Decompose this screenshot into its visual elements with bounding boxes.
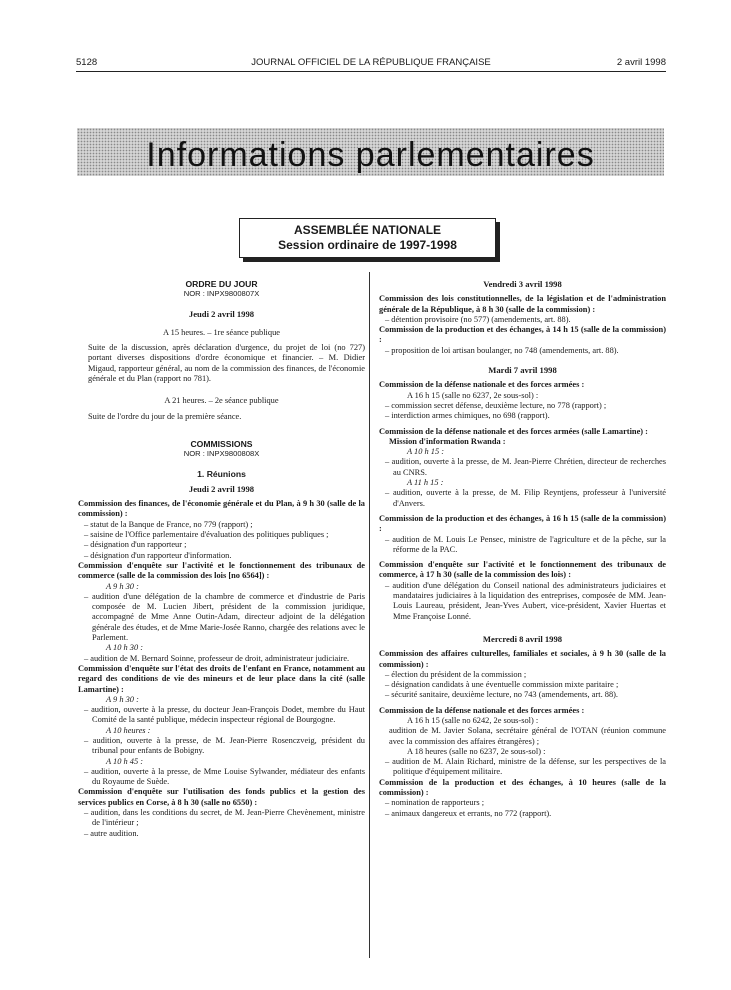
seance-heading: A 21 heures. – 2e séance publique <box>164 396 279 406</box>
commission-heading: Commission d'enquête sur l'activité et le fonctionnement des tribunaux de commerce, à 17 h 30 (salle de la commission des lois) : <box>379 560 666 580</box>
reunions-heading: 1. Réunions <box>197 468 246 479</box>
page-number: 5128 <box>76 57 98 68</box>
issue-date: 2 avril 1998 <box>616 57 666 68</box>
assembly-title-box <box>239 218 496 258</box>
agenda-item: – audition de M. Louis Le Pensec, ministre de l'agriculture et de la pêche, sur la réforme de la PAC. <box>385 534 666 554</box>
time-slot: A 10 h 45 : <box>106 756 144 766</box>
day-heading: Vendredi 3 avril 1998 <box>483 279 562 289</box>
agenda-item: – animaux dangereux et errants, no 772 (rapport). <box>385 808 552 818</box>
time-slot: A 9 h 30 : <box>106 694 139 704</box>
commission-heading: Commission d'enquête sur l'état des droits de l'enfant en France, notamment au regard des conditions de vie des mineurs et de leur place dans la cité (salle Lamartine) : <box>78 663 365 694</box>
commission-heading: Commission des finances, de l'économie générale et du Plan, à 9 h 30 (salle de la commission) : <box>78 499 365 519</box>
time-slot: A 16 h 15 (salle no 6242, 2e sous-sol) : <box>407 715 539 725</box>
seance-text: Suite de l'ordre du jour de la première séance. <box>88 411 242 421</box>
commission-heading: Commission de la production et des échanges, à 16 h 15 (salle de la commission) : <box>379 513 666 534</box>
day-heading: Jeudi 2 avril 1998 <box>188 308 255 319</box>
time-slot: A 10 heures : <box>106 725 151 735</box>
commissions-title: COMMISSIONS <box>190 438 253 449</box>
agenda-item: – saisine de l'Office parlementaire d'évaluation des politiques publiques ; <box>84 530 329 540</box>
seance-heading: A 15 heures. – 1re séance publique <box>163 327 280 337</box>
commission-heading: Commission d'enquête sur l'activité et le fonctionnement des tribunaux de commerce (salle de la commission des lois [no 6564]) : <box>78 560 365 581</box>
agenda-item: – sécurité sanitaire, deuxième lecture, no 743 (amendements, art. 88). <box>385 690 619 700</box>
time-slot: A 9 h 30 : <box>106 581 139 591</box>
right-column <box>379 279 666 819</box>
agenda-item: – désignation d'un rapporteur ; <box>84 540 187 550</box>
header-rule <box>76 71 666 72</box>
time-slot: A 18 heures (salle no 6237, 2e sous-sol) : <box>407 746 546 756</box>
journal-title: JOURNAL OFFICIEL DE LA RÉPUBLIQUE FRANÇAISE <box>251 57 491 68</box>
day-heading: Mardi 7 avril 1998 <box>488 365 557 376</box>
commission-heading: Commission des affaires culturelles, familiales et sociales, à 9 h 30 (salle de la commission) : <box>379 649 666 669</box>
agenda-item: – commission secret défense, deuxième lecture, no 778 (rapport) ; <box>385 400 607 410</box>
agenda-item: audition de M. Javier Solana, secrétaire général de l'OTAN (réunion commune avec la commission des affaires étrangères) ; <box>389 726 666 746</box>
agenda-item: – audition, ouverte à la presse, de M. Jean-Pierre Chrétien, directeur de recherches au CNRS. <box>385 457 666 477</box>
page-header <box>76 57 666 71</box>
left-column <box>78 279 365 839</box>
commission-heading: Commission de la défense nationale et des forces armées : <box>379 380 585 390</box>
banner-title: Informations parlementaires <box>146 136 595 174</box>
column-divider <box>369 272 370 958</box>
agenda-item: – statut de la Banque de France, no 779 (rapport) ; <box>84 519 253 529</box>
agenda-item: – audition de M. Bernard Soinne, professeur de droit, administrateur judiciaire. <box>84 653 350 663</box>
agenda-item: – audition, ouverte à la presse, de Mme Louise Sylwander, médiateur des enfants du Royaume de Suède. <box>84 766 365 787</box>
agenda-item: – audition d'une délégation de la chambre de commerce et d'industrie de Paris composée de M. Lucien Jibert, président de la commission juridique, accompagné de Mme Anne Outin-Adam, directeur adjoint de la délégation générale des études, et de Mme Marie-Josée Ranno, chargée des relations avec le Parlement. <box>84 591 365 643</box>
agenda-item: – élection du président de la commission ; <box>385 669 527 679</box>
time-slot: A 16 h 15 (salle no 6237, 2e sous-sol) : <box>407 390 539 400</box>
commission-heading: Commission d'enquête sur l'utilisation des fonds publics et la gestion des services publics en Corse, à 8 h 30 (salle no 6550) : <box>78 787 365 807</box>
commission-heading: Commission de la production et des échanges, à 10 heures (salle de la commission) : <box>379 777 666 798</box>
agenda-item: – détention provisoire (no 577) (amendements, art. 88). <box>385 314 571 324</box>
assembly-name: ASSEMBLÉE NATIONALE <box>293 223 442 237</box>
time-slot: A 10 h 15 : <box>407 447 445 457</box>
agenda-item: – audition d'une délégation du Conseil national des administrateurs judiciaires et mandataires judiciaires à la liquidation des entreprises, composée de MM. Jean-Louis Laureau, président, Jean-Yves Aubert, vice-président, Xavier Huertas et Mme Françoise Lonné. <box>385 580 666 621</box>
agenda-item: – nomination de rapporteurs ; <box>385 798 485 808</box>
agenda-item: – audition, dans les conditions du secret, de M. Jean-Pierre Chevènement, ministre de l'intérieur ; <box>84 808 365 828</box>
commission-heading: Commission de la défense nationale et des forces armées : <box>379 705 585 715</box>
agenda-item: – autre audition. <box>84 828 139 838</box>
commissions-nor: NOR : INPX9800808X <box>183 449 260 459</box>
mission-heading: Mission d'information Rwanda : <box>389 436 506 446</box>
commission-heading: Commission de la production et des échanges, à 14 h 15 (salle de la commission) : <box>379 325 666 345</box>
agenda-item: – interdiction armes chimiques, no 698 (rapport). <box>385 411 550 421</box>
session-name: Session ordinaire de 1997-1998 <box>278 238 457 252</box>
agenda-item: – audition de M. Alain Richard, ministre de la défense, sur les perspectives de la politique d'équipement militaire. <box>385 757 666 777</box>
commission-heading: Commission des lois constitutionnelles, de la législation et de l'administration générale de la République, à 8 h 30 (salle de la commission) : <box>379 294 666 314</box>
day-heading: Mercredi 8 avril 1998 <box>482 633 563 644</box>
agenda-item: – proposition de loi artisan boulanger, no 748 (amendements, art. 88). <box>385 345 619 355</box>
day-heading: Jeudi 2 avril 1998 <box>188 483 255 494</box>
agenda-item: – désignation d'un rapporteur d'information. <box>84 550 232 560</box>
agenda-item: – audition, ouverte à la presse, de M. Jean-Pierre Rosenczveig, président du tribunal pour enfants de Bobigny. <box>84 735 365 756</box>
time-slot: A 11 h 15 : <box>407 478 444 488</box>
agenda-item: – désignation candidats à une éventuelle commission mixte paritaire ; <box>385 680 619 690</box>
ordre-du-jour-title: ORDRE DU JOUR <box>185 279 258 289</box>
ordre-nor: NOR : INPX9800807X <box>183 289 260 299</box>
time-slot: A 10 h 30 : <box>106 643 144 653</box>
seance-text: Suite de la discussion, après déclaration d'urgence, du projet de loi (no 727) portant diverses dispositions d'ordre économique et financier. – M. Didier Migaud, rapporteur général, au nom de la commission des finances, de l'économie générale et du Plan (rapport no 781). <box>88 343 365 384</box>
commission-heading: Commission de la défense nationale et des forces armées (salle Lamartine) : <box>379 426 648 436</box>
agenda-item: – audition, ouverte à la presse, de M. Filip Reyntjens, professeur à l'université d'Anvers. <box>385 488 666 508</box>
agenda-item: – audition, ouverte à la presse, du docteur Jean-François Dodet, membre du Haut Comité de la santé publique, médecin inspecteur régional de Bourgogne. <box>84 705 365 725</box>
